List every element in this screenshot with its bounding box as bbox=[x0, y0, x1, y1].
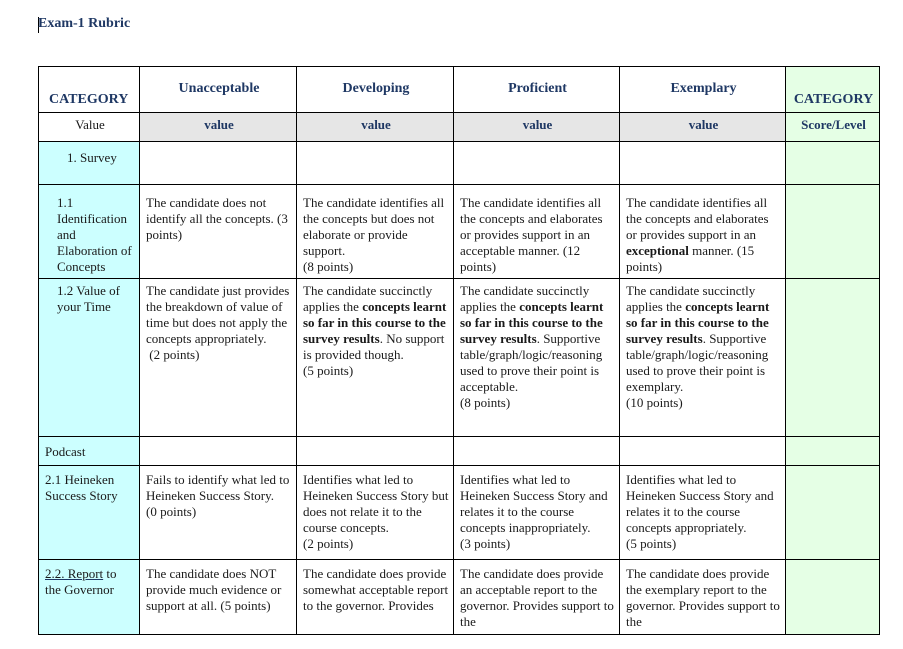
criteria-developing bbox=[297, 279, 454, 437]
criteria-proficient bbox=[454, 466, 620, 560]
criteria-points: (8 points) bbox=[460, 395, 511, 410]
criteria-points: (10 points) bbox=[626, 395, 683, 410]
level-header-unacceptable: Unacceptable bbox=[140, 67, 297, 113]
criteria-points: (2 points) bbox=[303, 536, 354, 551]
criteria-points: (5 points) bbox=[303, 363, 354, 378]
rubric-row-1-1 bbox=[39, 185, 880, 279]
criteria-exemplary bbox=[620, 466, 786, 560]
criteria-exemplary: The candidate does provide the exemplary report to the governor. Provides support to the bbox=[620, 560, 786, 635]
value-cell: value bbox=[454, 113, 620, 142]
criteria-text: The candidate just provides the breakdown of value of time but does not apply the concepts appropriately. bbox=[146, 283, 290, 346]
category-cell: 1.1 Identification and Elaboration of Concepts bbox=[39, 185, 140, 279]
criteria-emphasis: concepts learnt so far in this course to the survey results bbox=[460, 299, 604, 346]
score-cell[interactable] bbox=[786, 466, 880, 560]
score-category-header: CATEGORY bbox=[786, 67, 880, 113]
criteria-emphasis: concepts learnt so far in this course to the survey results bbox=[303, 299, 447, 346]
criteria-unacceptable bbox=[140, 279, 297, 437]
empty-cell bbox=[297, 142, 454, 185]
category-cell bbox=[39, 560, 140, 635]
criteria-text: The candidate succinctly applies the bbox=[303, 283, 433, 314]
document-title: Exam-1 Rubric bbox=[38, 16, 131, 31]
empty-cell bbox=[297, 437, 454, 466]
criteria-emphasis: concepts learnt so far in this course to the survey results bbox=[626, 299, 770, 346]
category-header: CATEGORY bbox=[39, 67, 140, 113]
empty-cell bbox=[140, 437, 297, 466]
criteria-text: Fails to identify what led to Heineken Success Story. bbox=[146, 472, 290, 503]
criteria-points: (2 points) bbox=[149, 347, 200, 362]
criteria-text: The candidate identifies all the concepts but does not elaborate or provide support. bbox=[303, 195, 445, 258]
criteria-developing: The candidate does provide somewhat acceptable report to the governor. Provides bbox=[297, 560, 454, 635]
score-cell[interactable] bbox=[786, 560, 880, 635]
criteria-unacceptable: The candidate does NOT provide much evidence or support at all. (5 points) bbox=[140, 560, 297, 635]
section-podcast: Podcast bbox=[39, 437, 140, 466]
criteria-text: Identifies what led to Heineken Success Story and relates it to the course concepts appropriately. bbox=[626, 472, 774, 535]
empty-cell bbox=[140, 142, 297, 185]
criteria-exemplary bbox=[620, 185, 786, 279]
value-cell: value bbox=[297, 113, 454, 142]
criteria-proficient: The candidate does provide an acceptable report to the governor. Provides support to the bbox=[454, 560, 620, 635]
score-cell[interactable] bbox=[786, 142, 880, 185]
value-row bbox=[39, 113, 880, 142]
empty-cell bbox=[454, 142, 620, 185]
criteria-points: (3 points) bbox=[460, 536, 511, 551]
score-cell[interactable] bbox=[786, 185, 880, 279]
value-cell: value bbox=[620, 113, 786, 142]
criteria-text: Identifies what led to Heineken Success Story but does not relate it to the course concepts. bbox=[303, 472, 449, 535]
criteria-text: . Supportive table/graph/logic/reasoning used to prove their point is exemplary. bbox=[626, 331, 769, 394]
value-cell: value bbox=[140, 113, 297, 142]
criteria-emphasis: exceptional bbox=[626, 243, 689, 258]
criteria-proficient bbox=[454, 279, 620, 437]
score-cell[interactable] bbox=[786, 279, 880, 437]
criteria-text: The candidate succinctly applies the bbox=[460, 283, 590, 314]
criteria-proficient: The candidate identifies all the concepts and elaborates or provides support in an acceptable manner. (12 points) bbox=[454, 185, 620, 279]
section-row-podcast bbox=[39, 437, 880, 466]
criteria-points: (5 points) bbox=[626, 536, 677, 551]
level-header-exemplary: Exemplary bbox=[620, 67, 786, 113]
category-link[interactable]: 2.2. Report bbox=[45, 566, 104, 581]
header-row bbox=[39, 67, 880, 113]
empty-cell bbox=[454, 437, 620, 466]
category-cell: 2.1 Heineken Success Story bbox=[39, 466, 140, 560]
level-header-proficient: Proficient bbox=[454, 67, 620, 113]
criteria-text: The candidate succinctly applies the bbox=[626, 283, 756, 314]
criteria-developing bbox=[297, 185, 454, 279]
value-label: Value bbox=[39, 113, 140, 142]
criteria-points: (8 points) bbox=[303, 259, 354, 274]
score-level-header: Score/Level bbox=[786, 113, 880, 142]
criteria-text: . Supportive table/graph/logic/reasoning used to prove their point is acceptable. bbox=[460, 331, 603, 394]
criteria-text: Identifies what led to Heineken Success Story and relates it to the course concepts inappropriately. bbox=[460, 472, 608, 535]
criteria-exemplary bbox=[620, 279, 786, 437]
criteria-unacceptable: The candidate does not identify all the concepts. (3 points) bbox=[140, 185, 297, 279]
rubric-table bbox=[38, 66, 880, 635]
criteria-text: The candidate identifies all the concepts and elaborates or provides support in an bbox=[626, 195, 769, 242]
section-survey: 1. Survey bbox=[39, 142, 140, 185]
criteria-points: (0 points) bbox=[146, 504, 197, 519]
level-header-developing: Developing bbox=[297, 67, 454, 113]
rubric-row-1-2 bbox=[39, 279, 880, 437]
criteria-developing bbox=[297, 466, 454, 560]
empty-cell bbox=[620, 142, 786, 185]
criteria-text: . No support is provided though. bbox=[303, 331, 445, 362]
empty-cell bbox=[620, 437, 786, 466]
criteria-text: manner. (15 points) bbox=[626, 243, 755, 274]
rubric-row-2-2 bbox=[39, 560, 880, 635]
criteria-unacceptable bbox=[140, 466, 297, 560]
section-row-survey bbox=[39, 142, 880, 185]
rubric-row-2-1 bbox=[39, 466, 880, 560]
category-text: to the Governor bbox=[45, 566, 117, 597]
category-cell: 1.2 Value of your Time bbox=[39, 279, 140, 437]
score-cell[interactable] bbox=[786, 437, 880, 466]
